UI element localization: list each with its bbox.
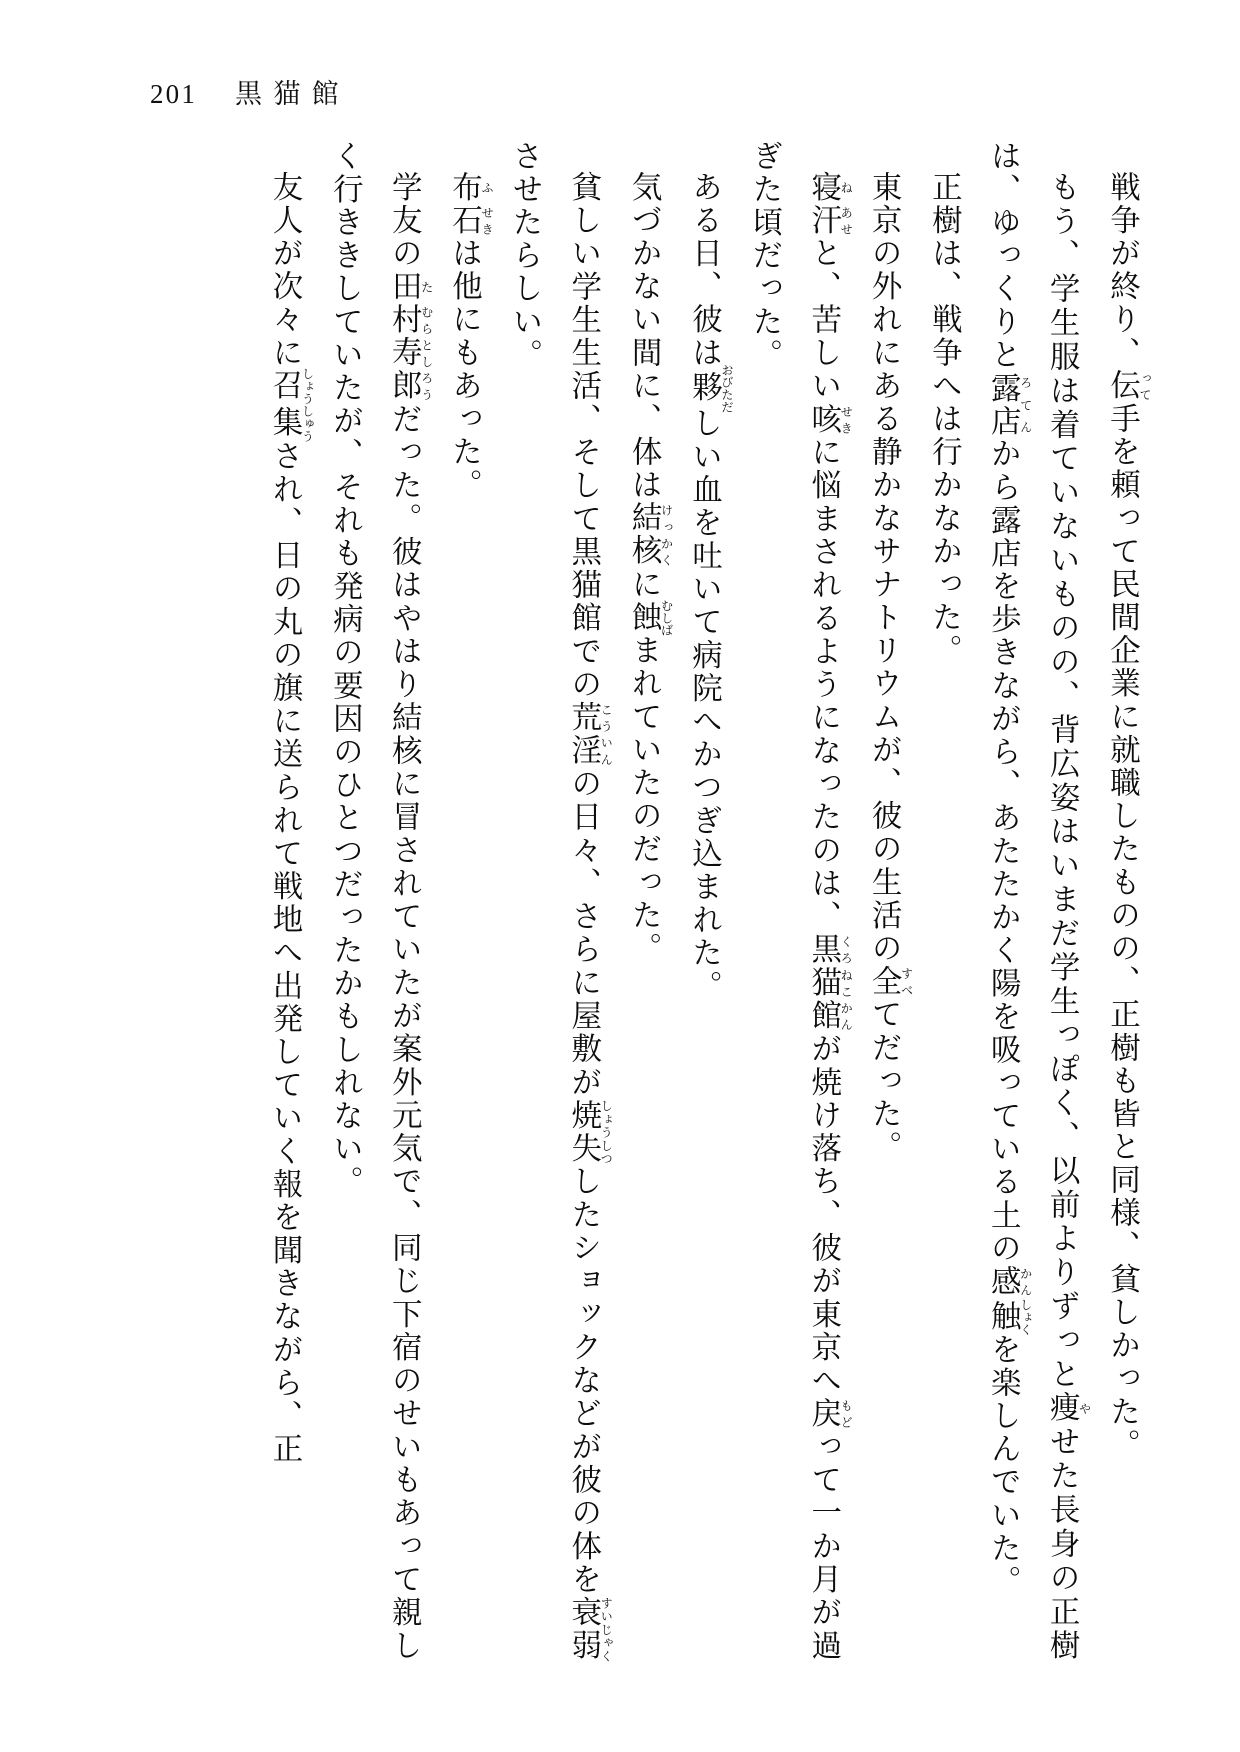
ruby-annotation: 村むら xyxy=(386,303,434,337)
ruby-annotation: 召集しょうしゅう xyxy=(266,366,315,442)
ruby-annotation: 荒淫こういん xyxy=(565,700,614,768)
body-text-block xyxy=(100,140,1152,1662)
ruby-annotation: 寝ね xyxy=(805,170,854,204)
ruby-annotation: 夥おびただ xyxy=(686,363,734,413)
paragraph: 気づかない間に、体は結核けっかくに蝕むしばまれていたのだった。 xyxy=(626,170,674,965)
paragraph: 寝ね汗あせと、苦しい咳せきに悩まされるようになったのは、黒猫館くろねこかんが焼け落ち、彼が東京へ戻もどって一か月が過ぎた頃だった。 xyxy=(746,140,854,1663)
paragraph: 東京の外れにある静かなサナトリウムが、彼の生活の全すべてだった。 xyxy=(866,170,914,1164)
ruby-annotation: 咳せき xyxy=(805,402,854,436)
paragraph: 戦争が終り、伝って手を頼って民間企業に就職したものの、正樹も皆と同様、貧しかった。 xyxy=(1104,170,1152,1462)
ruby-annotation: 全すべ xyxy=(866,964,914,998)
ruby-annotation: 感かん xyxy=(985,1265,1033,1299)
page-number: 201 xyxy=(150,79,197,109)
ruby-annotation: 戻もど xyxy=(805,1396,854,1431)
ruby-annotation: 焼失しょうしつ xyxy=(565,1098,614,1165)
paragraph: 学友の田た村むら寿郎としろうだった。彼はやはり結核に冒されていたが案外元気で、同じ下宿のせいもあって親しく行ききしていたが、それも発病の要因のひとつだったかもしれない。 xyxy=(327,140,434,1663)
ruby-annotation: 黒猫館くろねこかん xyxy=(805,932,854,1033)
ruby-annotation: 石せき xyxy=(446,203,495,237)
ruby-annotation: 蝕むしば xyxy=(626,598,674,636)
paragraph: 布ふ石せきは他にもあった。 xyxy=(446,170,495,502)
ruby-annotation: 寿郎としろう xyxy=(386,336,434,403)
paragraph: ある日、彼は夥おびただしい血を吐いて病院へかつぎ込まれた。 xyxy=(686,170,734,1003)
ruby-annotation: 結核けっかく xyxy=(626,501,674,568)
paragraph: 貧しい学生生活、そして黒猫館での荒淫こういんの日々、さらに屋敷が焼失しょうしつしたショックなどが彼の体を衰弱すいじゃくさせたらしい。 xyxy=(506,140,614,1663)
running-title: 黒猫館 xyxy=(234,79,351,109)
ruby-annotation: 露店ろてん xyxy=(985,371,1033,438)
ruby-annotation: 痩や xyxy=(1044,1391,1092,1426)
paragraph: もう、学生服は着ていないものの、背広姿はいまだ学生っぽく、以前よりずっと痩やせた長身の正樹は、ゆっくりと露店ろてんから露店を歩きながら、あたたかく陽を吸っている土の感かん触しょくを楽しんでいた。 xyxy=(985,140,1092,1662)
ruby-annotation: 触しょく xyxy=(985,1298,1033,1336)
paragraph: 友人が次々に召集しょうしゅうされ、日の丸の旗に送られて戦地へ出発していく報を聞きながら、正 xyxy=(266,170,315,1466)
paragraph: 正樹は、戦争へは行かなかった。 xyxy=(926,170,962,667)
running-head xyxy=(150,72,350,111)
ruby-annotation: 田た xyxy=(386,269,434,304)
ruby-annotation: 布ふ xyxy=(446,170,495,204)
ruby-annotation: 衰弱すいじゃく xyxy=(565,1595,614,1663)
ruby-annotation: 伝って xyxy=(1104,369,1152,403)
ruby-annotation: 汗あせ xyxy=(805,203,854,237)
